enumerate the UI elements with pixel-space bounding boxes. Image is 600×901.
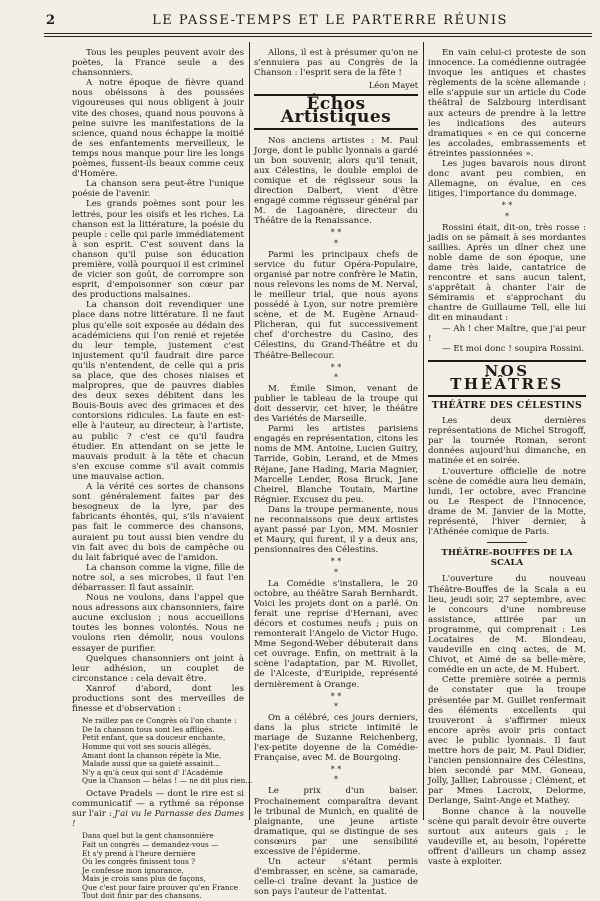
verse-line: Et s'y prend à l'heure dernière	[82, 848, 196, 858]
echo-paragraph: On a célébré, ces jours derniers, dans la plus stricte intimité le mariage de Suzanne Reichenberg, l'ex-petite doyenne de la Comédie-Française, avec M. de Bourgoing.	[254, 712, 418, 764]
separator-stars: * * *	[330, 228, 342, 248]
scala-subheading: THÉÂTRE-BOUFFES DE LA SCALA	[441, 548, 573, 569]
echo-paragraph: Le prix d'un baiser. Prochainement comparaîtra devant le tribunal de Munich, en qualité de plaignante, une jeune artiste dramatique, qui se distingue de ses consœurs par une sensibilité excessive de l'épiderme.	[254, 786, 418, 858]
col1-paragraph: Nous ne voulons, dans l'appel que nous adressons aux chansonniers, faire aucune exclusion ; nous accueillons toutes les bonnes volontés. Nous ne voulons rien démolir, nous voulons essayer de purifier.	[72, 593, 244, 654]
column-2	[254, 48, 418, 898]
col3-paragraph: — Et moi donc ! soupira Rossini.	[442, 343, 585, 354]
col3-paragraph: — Ah ! cher Maître, que j'ai peur !	[428, 323, 586, 344]
col1-paragraph: Quelques chansonniers ont joint à leur adhésion, un couplet de circonstance : cela devait être.	[72, 653, 244, 684]
verse-line: Homme qui voit ses soucis allégés,	[82, 741, 212, 751]
scala-paragraph: Bonne chance à la nouvelle scène qui paraît devoir être ouverte surtout aux auteurs gais ; le vaudeville et, au besoin, l'opérette offrent d'ailleurs un champ assez vaste à exploiter.	[428, 806, 586, 868]
col1-paragraph: Xanrof d'abord, dont les productions sont des merveilles de finesse et d'observation :	[72, 683, 244, 715]
col3-paragraph: Rossini était, dit-on, très rosse : jadis on se pâmait à ses mordantes saillies. Après un dîner chez une noble dame de son époque, une dame très laide, cantatrice de rencontre et sans aucun talent, s'apprêtait à chanter l'air de Sémiramis et s'approchant du chantre de Guillaume Tell, elle lui dit en minaudant :	[428, 222, 586, 324]
echo-paragraph: Dans la troupe permanente, nous ne reconnaissons que deux artistes ayant passé par Lyon, MM. Mosnier et Maury, qui furent, il y a deux ans, pensionnaires des Célestins.	[254, 504, 418, 556]
header-rule-top	[44, 33, 592, 34]
column-divider-2	[423, 42, 424, 820]
verse-line: Malade aussi que sa gaieté assainit...	[82, 759, 221, 769]
verse-line: Tout doit finir par des chansons.	[82, 891, 202, 901]
air-title: J'ai vu le Parnasse des Dames !	[72, 809, 244, 830]
verse-line: Dans quel but la gent chansonnière	[82, 831, 214, 841]
verse-line: Petit enfant, que sa douceur enchante,	[82, 733, 226, 743]
short-rule	[487, 542, 527, 543]
echo-paragraph: Nos anciens artistes : M. Paul Jorge, dont le public lyonnais a gardé un bon souvenir, alors qu'il tenait, aux Célestins, le double emploi de comique et de régisseur sous la direction Dalbert, vient d'être engagé comme régisseur général par M. de Lagoanère, directeur du Théâtre de la Renaissance.	[254, 135, 418, 227]
echo-paragraph: La Comédie s'installera, le 20 octobre, au théâtre Sarah Bernhardt. Voici les projets dont on a parlé. On ferait une reprise d'Hernani, avec décors et costumes neufs ; puis on remonterait l'Angelo de Victor Hugo. Mme Segond-Weber débuterait dans cet ouvrage. Enfin, on mettrait à la scène l'adaptation, par M. Rivollet, de l'Alceste, d'Euripide, représenté dernièrement à Orange.	[254, 578, 418, 690]
col1-paragraph: Les grands poèmes sont pour les lettrés, pour les oisifs et les riches. La chanson est la littérature, la poésie du peuple : celle qui parle immédiatement à son esprit. C'est souvent dans la chanson qu'il puise son éducation première, voilà pourquoi il est criminel de vicier son goût, de corrompre son esprit, d'empoisonner son cœur par des productions malsaines.	[72, 199, 244, 301]
celestins-subheading: THÉÂTRE DES CÉLESTINS	[431, 400, 583, 411]
nos-theatres-title: NOS THÉÂTRES	[450, 361, 564, 393]
separator-stars: * * *	[330, 362, 342, 382]
verse-line: N'y a qu'à ceux qui sont d' l'Académie	[82, 767, 223, 777]
verse-line: Je confesse mon ignorance,	[82, 865, 184, 875]
separator-stars: * * *	[330, 765, 342, 785]
verse-line: Ne raillez pas ce Congrès où l'on chante :	[82, 716, 237, 726]
signature: Léon Mayet	[368, 80, 418, 91]
xanrof-verse	[82, 716, 253, 786]
page-number: 2	[46, 13, 56, 28]
column-3	[428, 48, 586, 868]
column-divider-1	[249, 42, 250, 820]
echos-title: Échos Artistiques	[280, 94, 392, 128]
separator-stars: * * *	[501, 201, 513, 221]
separator-stars: * * *	[330, 557, 342, 577]
journal-title: LE PASSE-TEMPS ET LE PARTERRE RÉUNIS	[152, 13, 508, 28]
echo-paragraph: Parmi les principaux chefs de service du futur Opéra-Populaire, organisé par notre confrère le Matin, nous relevons les noms de M. Nerval, le meilleur trial, que nous ayons possédé à Lyon, sur notre première scène, et de M. Eugène Arnaud-Plicheran, qui fut successivement chef d'orchestre du Casino, des Célestins, du Grand-Théâtre et du Théâtre-Bellecour.	[254, 249, 418, 361]
pradels-verse	[82, 832, 244, 901]
col1-paragraph: La chanson comme la vigne, fille de notre sol, a ses microbes, il faut l'en débarrasser. Il faut assainir.	[72, 562, 244, 593]
celestins-paragraph: L'ouverture officielle de notre scène de comédie aura lieu demain, lundi, 1er octobre, avec Francine ou Le Respect de l'Innocence, drame de M. Janvier de la Motte, représenté, l'hiver dernier, à l'Athénée comique de Paris.	[428, 466, 586, 538]
nos-theatres-heading-box	[428, 360, 586, 397]
echos-heading-box	[254, 94, 418, 129]
col1-paragraph: La chanson sera peut-être l'unique poésie de l'avenir.	[72, 179, 244, 200]
col1-paragraph: Tous les peuples peuvent avoir des poètes, la France seule a des chansonniers.	[72, 48, 244, 79]
header-rule-bottom	[44, 36, 592, 37]
scala-paragraph: L'ouverture du nouveau Théâtre-Bouffes de la Scala a eu lieu, jeudi soir, 27 septembre, avec le concours d'une nombreuse assistance, attirée par un programme, qui comprenait : Les Locataires de M. Blondeau, vaudeville en cinq actes, de M. Chivot, et Aimé de sa belle-mère, comédie en un acte, de M. Hubert.	[428, 574, 586, 676]
separator-stars: * * *	[330, 691, 342, 711]
col1-paragraph: La chanson doit revendiquer une place dans notre littérature. Il ne faut plus qu'elle soit exposée au dédain des académiciens qui l'on renié et rejetée du leur temple, justement c'est injustement qu'il faudrait dire parce qu'ils n'entendent, de celle qui a pris sa place, que des choses niaises et malpropres, que de pauvres diables des deux sexes débitent dans les Bouis-Bouis avec des grimaces et des contorsions ridicules. La faute en est-elle à l'auteur, au directeur, à l'artiste, au public ? c'est ce qu'il faudra étudier. En attendant on se jette le mauvais produit à la tête et chacun s'en excuse comme s'il avait commis une mauvaise action.	[72, 300, 244, 482]
col3-paragraph: Les juges bavarois nous diront donc avant peu combien, en Allemagne, on évalue, en ces litiges, l'importance du dommage.	[428, 159, 586, 200]
verse-line: De la chanson tous sont les affligés.	[82, 724, 215, 734]
echo-paragraph: M. Émile Simon, venant de publier le tableau de la troupe qui doit desservir, cet hiver, le théâtre des Variétés de Marseille.	[254, 383, 418, 425]
verse-line: Fait un congrès — demandez-vous —	[82, 839, 219, 849]
verse-line: Où les congrès finissent tous ?	[82, 857, 196, 867]
verse-line: Que la Chanson — hélas ! — ne dit plus rien...	[82, 776, 253, 786]
pradels-intro: Octave Pradels — dont le rire est si communicatif — a rythmé sa réponse sur l'air :	[72, 788, 244, 820]
col1-paragraph	[72, 789, 244, 829]
scala-paragraph: Cette première soirée a permis de constater que la troupe présentée par M. Guillet renfermait des éléments excellents qui trouveront à s'affirmer mieux encore après avoir pris contact avec le public lyonnais. Il faut mettre hors de pair, M. Paul Didier, l'ancien pensionnaire des Célestins, bien secondé par MM. Goneau, Jolly, Jallier, Labrousse ; Clément, et par Mmes Lacroix, Delorme, Derlange, Saint-Ange et Mathey.	[428, 675, 586, 807]
col1-paragraph: A la vérité ces sortes de chansons sont généralement faites par des besogneux de la lyre, par des fabricants éhontés, qui, s'ils n'avaient pas fait le commerce des chansons, auraient pu tout aussi bien vendre du vin fait avec du bois de campêche ou du lait fabriqué avec de l'amidon.	[72, 482, 244, 563]
verse-line: Amant dont la chanson répète la Mie,	[82, 750, 222, 760]
column-1	[72, 48, 253, 901]
verse-line: Mais je crois sans plus de façons,	[82, 874, 206, 884]
celestins-paragraph: Les deux dernières représentations de Michel Strogoff, par la tournée Roman, seront données aujourd'hui dimanche, en matinée et en soirée.	[428, 416, 586, 467]
col3-paragraph: En vain celui-ci proteste de son innocence. La comédienne outragée invoque les antiques et chastes règlements de la scène allemande : elle s'appuie sur un article du Code théâtral de Salzbourg interdisant aux acteurs de prendre à la lettre les indications des auteurs dramatiques « en ce qui concerne les accolades, embrassements et étreintes passionnées ».	[428, 48, 586, 159]
verse-line: Que c'est pour faire prouver qu'en France	[82, 882, 239, 892]
echo-paragraph: Un acteur s'étant permis d'embrasser, en scène, sa camarade, celle-ci traîne devant la justice de son pays l'auteur de l'attentat.	[254, 857, 418, 898]
page-header	[0, 0, 600, 34]
col1-paragraph: A notre époque de fièvre quand nous obéissons à des poussées vigoureuses qui nous obligent à jouir vite des choses, quand nous pouvons à peine suivre les manifestations de la science, quand nous échappe la moitié de ses enfantements merveilleux, le temps nous manque pour lire les longs poèmes, fussent-ils beaux comme ceux d'Homère.	[72, 78, 244, 180]
echo-paragraph: Parmi les artistes parisiens engagés en représentation, citons les noms de MM. Antoine, Lucien Guitry, Tarride, Gobin, Lerand, et de Mmes Réjane, Jane Hading, Maria Magnier, Marcelle Lender, Rosa Bruck, Jane Cheirel, Blanche Toutain, Martine Régnier. Excusez du peu.	[254, 424, 418, 505]
col2-intro: Allons, il est à présumer qu'on ne s'ennuiera pas au Congrès de la Chanson : l'esprit sera de la fête !	[254, 48, 418, 79]
